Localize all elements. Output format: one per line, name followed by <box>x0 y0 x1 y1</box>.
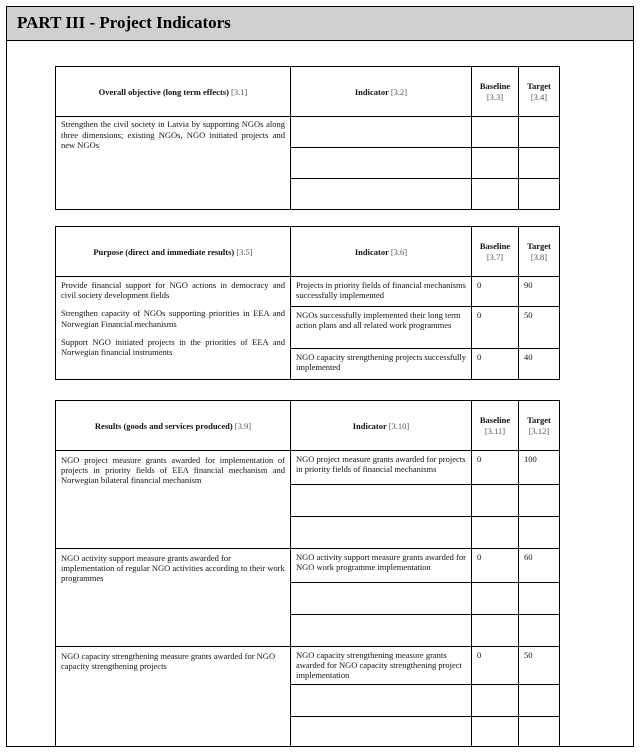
table-cell <box>291 148 472 179</box>
result-text: NGO project measure grants awarded for implementation of projects in priority fields of EEA financial mechanism and Norwegian bilateral financial mechanism <box>61 455 285 486</box>
objective-heading <box>56 67 291 117</box>
result-target-cell <box>519 451 560 485</box>
result-baseline: 0 <box>477 454 482 464</box>
result-target-cell <box>519 549 560 583</box>
purpose-baseline-heading <box>472 227 519 277</box>
table-cell <box>291 716 472 746</box>
target-label: Target <box>527 414 551 425</box>
page-title: PART III - Project Indicators <box>17 13 231 32</box>
objective-target-heading <box>519 67 560 117</box>
table-cell <box>472 517 519 549</box>
result-baseline-cell <box>472 451 519 485</box>
indicator-label: Indicator <box>354 86 389 97</box>
result-target: 100 <box>524 454 537 464</box>
result-indicator: NGO capacity strengthening measure grants awarded for NGO capacity strengthening project implementation <box>296 650 462 681</box>
table-cell <box>291 684 472 716</box>
table-cell <box>291 615 472 647</box>
purpose-table <box>55 226 560 380</box>
table-cell <box>291 485 472 517</box>
result-indicator: NGO activity support measure grants awarded for NGO work programme implementation <box>296 552 466 573</box>
result-cell <box>56 549 291 647</box>
table-cell <box>472 117 519 148</box>
results-heading <box>56 401 291 451</box>
table-cell <box>519 485 560 517</box>
objective-ref: [3.1] <box>231 86 248 97</box>
objective-text-cell <box>56 117 291 210</box>
purpose-indicator-cell <box>291 307 472 349</box>
results-heading-label: Results (goods and services produced) <box>94 420 233 431</box>
objective-target-ref: [3.4] <box>530 91 548 102</box>
table-cell <box>472 179 519 210</box>
purpose-ref: [3.5] <box>236 246 253 257</box>
purpose-target: 90 <box>524 280 533 290</box>
purpose-item: Strengthen capacity of NGOs supporting priorities in EEA and Norwegian Financial mechanisms <box>61 308 285 329</box>
target-label: Target <box>527 240 551 251</box>
purpose-baseline-cell <box>472 349 519 380</box>
objective-baseline-heading <box>472 67 519 117</box>
result-baseline: 0 <box>477 650 482 660</box>
purpose-baseline-cell <box>472 277 519 307</box>
purpose-heading <box>56 227 291 277</box>
purpose-indicator-heading <box>291 227 472 277</box>
results-baseline-heading <box>472 401 519 451</box>
results-table <box>55 400 560 747</box>
table-cell <box>291 583 472 615</box>
objective-baseline-ref: [3.3] <box>486 91 504 102</box>
table-cell <box>519 684 560 716</box>
table-cell <box>519 179 560 210</box>
table-cell <box>472 583 519 615</box>
results-target-heading <box>519 401 560 451</box>
purpose-baseline-cell <box>472 307 519 349</box>
purpose-target-heading <box>519 227 560 277</box>
result-text: NGO activity support measure grants awarded for implementation of regular NGO activities according to their work programmes <box>61 553 285 584</box>
purpose-heading-label: Purpose (direct and immediate results) <box>93 246 235 257</box>
table-cell <box>519 148 560 179</box>
results-ref: [3.9] <box>234 420 252 431</box>
table-cell <box>472 615 519 647</box>
baseline-label: Baseline <box>479 414 511 425</box>
purpose-target-cell <box>519 307 560 349</box>
result-text: NGO capacity strengthening measure grants awarded for NGO capacity strengthening projects <box>61 651 276 672</box>
purpose-indicator-cell <box>291 277 472 307</box>
purpose-target-cell <box>519 277 560 307</box>
purpose-text-cell <box>56 277 291 380</box>
results-indicator-ref: [3.10] <box>388 420 410 431</box>
purpose-indicator: NGO capacity strengthening projects successfully implemented <box>296 352 466 373</box>
purpose-target-cell <box>519 349 560 380</box>
table-cell <box>519 583 560 615</box>
result-indicator-cell <box>291 647 472 685</box>
results-target-ref: [3.12] <box>528 425 550 436</box>
result-target: 50 <box>524 650 533 660</box>
table-cell <box>291 117 472 148</box>
table-cell <box>472 485 519 517</box>
table-cell <box>472 148 519 179</box>
result-target-cell <box>519 647 560 685</box>
page-frame <box>6 6 634 747</box>
result-baseline-cell <box>472 647 519 685</box>
purpose-baseline: 0 <box>477 280 482 290</box>
table-cell <box>291 517 472 549</box>
results-baseline-ref: [3.11] <box>484 425 506 436</box>
result-baseline: 0 <box>477 552 482 562</box>
baseline-label: Baseline <box>479 240 511 251</box>
section-header <box>7 7 633 41</box>
purpose-indicator: NGOs successfully implemented their long term action plans and all related work programmes <box>296 310 461 331</box>
purpose-target: 40 <box>524 352 533 362</box>
objective-table <box>55 66 560 210</box>
indicator-label: Indicator <box>354 246 389 257</box>
purpose-target: 50 <box>524 310 533 320</box>
purpose-indicator-cell <box>291 349 472 380</box>
results-indicator-heading <box>291 401 472 451</box>
purpose-item: Support NGO initiated projects in the priorities of EEA and Norwegian financial instruments <box>61 336 285 357</box>
purpose-baseline: 0 <box>477 310 482 320</box>
result-indicator-cell <box>291 451 472 485</box>
result-target: 60 <box>524 552 533 562</box>
purpose-target-ref: [3.8] <box>530 251 548 262</box>
purpose-indicator: Projects in priority fields of financial mechanisms successfully implemented <box>296 280 466 301</box>
objective-text: Strengthen the civil society in Latvia by supporting NGOs along three dimensions; existing NGOs, NGO initiated projects and new NGOs <box>61 119 285 151</box>
table-cell <box>519 517 560 549</box>
purpose-baseline: 0 <box>477 352 482 362</box>
table-cell <box>519 716 560 746</box>
result-baseline-cell <box>472 549 519 583</box>
objective-heading-label: Overall objective (long term effects) <box>98 86 229 97</box>
table-cell <box>291 179 472 210</box>
baseline-label: Baseline <box>479 80 511 91</box>
table-cell <box>472 684 519 716</box>
objective-indicator-ref: [3.2] <box>390 86 408 97</box>
purpose-indicator-ref: [3.6] <box>390 246 408 257</box>
result-indicator-cell <box>291 549 472 583</box>
target-label: Target <box>527 80 551 91</box>
table-cell <box>519 117 560 148</box>
objective-indicator-heading <box>291 67 472 117</box>
indicator-label: Indicator <box>352 420 387 431</box>
result-cell <box>56 451 291 549</box>
purpose-item: Provide financial support for NGO actions in democracy and civil society development fields <box>61 280 285 301</box>
result-cell <box>56 647 291 747</box>
table-cell <box>519 615 560 647</box>
table-cell <box>472 716 519 746</box>
result-indicator: NGO project measure grants awarded for projects in priority fields of financial mechanisms <box>296 454 466 475</box>
purpose-baseline-ref: [3.7] <box>486 251 504 262</box>
